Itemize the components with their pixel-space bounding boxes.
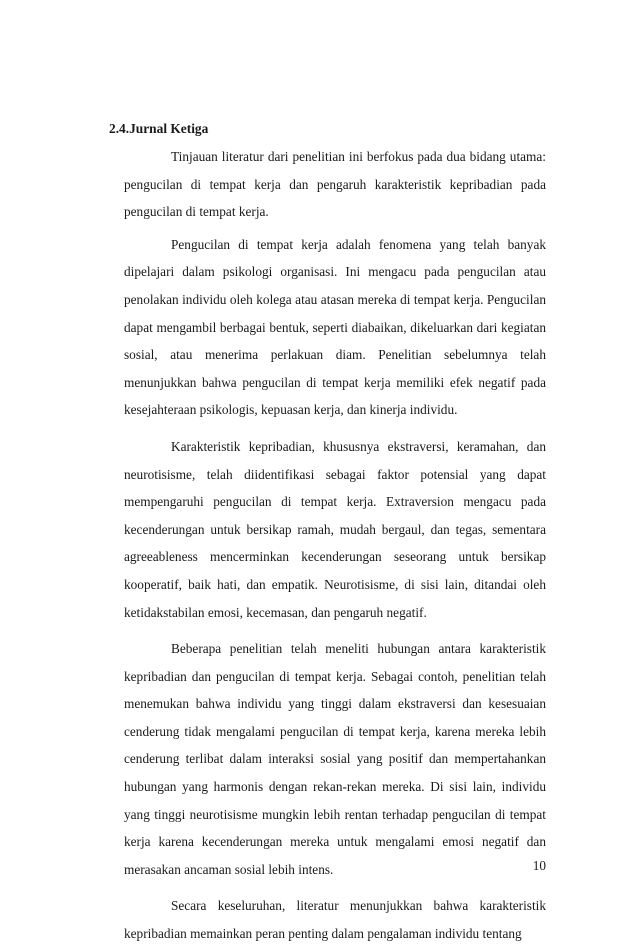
paragraph-prior-research: Beberapa penelitian telah meneliti hubungan antara karakteristik kepribadian dan pengucilan di tempat kerja. Sebagai contoh, penelitian telah menemukan bahwa individu yang tinggi dalam ekstraversi dan kesesuaian cenderung tidak mengalami pengucilan di tempat kerja, karena mereka lebih cenderung terlibat dalam interaksi sosial yang positif dan mempertahankan hubungan yang harmonis dengan rekan-rekan mereka. Di sisi lain, individu yang tinggi neurotisisme mungkin lebih rentan terhadap pengucilan di tempat kerja karena kecenderungan mereka untuk mengalami emosi negatif dan merasakan ancaman sosial lebih intens. bbox=[124, 641, 546, 877]
section-heading: 2.4.Jurnal Ketiga bbox=[109, 121, 209, 136]
document-body bbox=[124, 143, 546, 948]
paragraph-conclusion: Secara keseluruhan, literatur menunjukkan bahwa karakteristik kepribadian memainkan peran penting dalam pengalaman individu tentang bbox=[124, 898, 546, 942]
paragraph-literature-focus: Tinjauan literatur dari penelitian ini berfokus pada dua bidang utama: pengucilan di tempat kerja dan pengaruh karakteristik kepribadian pada pengucilan di tempat kerja. bbox=[124, 149, 546, 220]
page-number: 10 bbox=[532, 858, 546, 873]
paragraph-personality-traits: Karakteristik kepribadian, khususnya ekstraversi, keramahan, dan neurotisisme, telah diidentifikasi sebagai faktor potensial yang dapat mempengaruhi pengucilan di tempat kerja. Extraversion mengacu pada kecenderungan untuk bersikap ramah, mudah bergaul, dan tegas, sementara agreeableness mencerminkan kecenderungan seseorang untuk bersikap kooperatif, baik hati, dan empatik. Neurotisisme, di sisi lain, ditandai oleh ketidakstabilan emosi, kecemasan, dan pengaruh negatif. bbox=[124, 438, 546, 620]
paragraph-workplace-ostracism: Pengucilan di tempat kerja adalah fenomena yang telah banyak dipelajari dalam psikologi organisasi. Ini mengacu pada pengucilan atau penolakan individu oleh kolega atau atasan mereka di tempat kerja. Pengucilan dapat mengambil berbagai bentuk, seperti diabaikan, dikeluarkan dari kegiatan sosial, atau menerima perlakuan diam. Penelitian sebelumnya telah menunjukkan bahwa pengucilan di tempat kerja memiliki efek negatif pada kesejahteraan psikologis, kepuasan kerja, dan kinerja individu. bbox=[124, 236, 546, 418]
